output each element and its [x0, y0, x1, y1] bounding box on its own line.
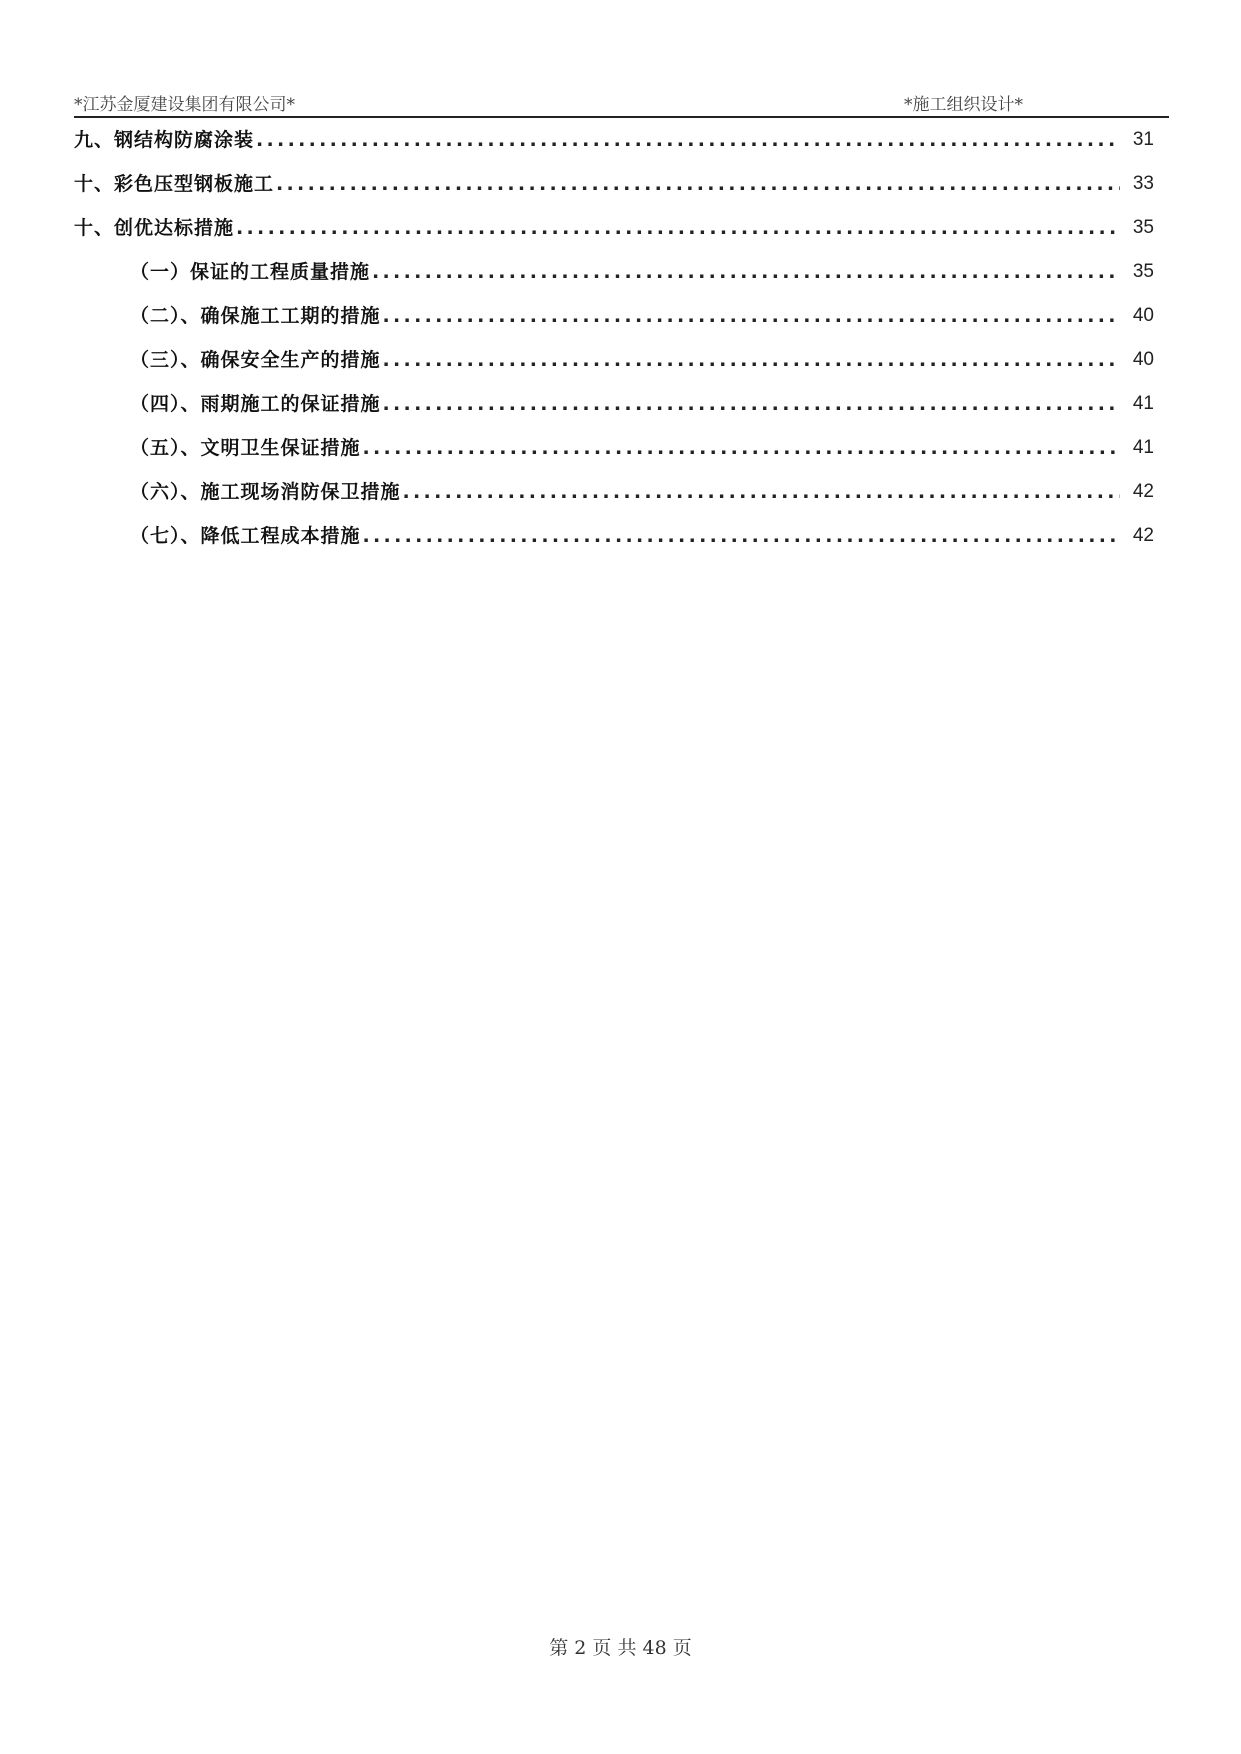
toc-page-number: 40: [1132, 305, 1154, 326]
toc-entry[interactable]: [74, 210, 1154, 242]
toc-entry-title: （一）保证的工程质量措施: [130, 261, 371, 283]
toc-entry-title: （二）、确保施工工期的措施: [130, 305, 381, 327]
toc-subentry[interactable]: [130, 386, 1154, 418]
toc-entry-title: 九、钢结构防腐涂装: [74, 129, 255, 151]
toc-entry-title: （三）、确保安全生产的措施: [130, 349, 381, 371]
toc-page-number: 42: [1132, 525, 1154, 546]
header-company-name: *江苏金厦建设集团有限公司*: [74, 95, 295, 115]
page-footer-page-number: 第 2 页 共 48 页: [549, 1637, 692, 1659]
toc-dot-leader: [383, 302, 1120, 330]
toc-page-number: 41: [1132, 437, 1154, 458]
toc-entry-title: （七）、降低工程成本措施: [130, 525, 361, 547]
toc-dot-leader: [276, 170, 1120, 198]
toc-dot-leader: [236, 214, 1120, 242]
toc-subentry[interactable]: [130, 430, 1154, 462]
toc-subentry[interactable]: [130, 342, 1154, 374]
toc-dot-leader: [403, 478, 1120, 506]
toc-entry-title: （四）、雨期施工的保证措施: [130, 393, 381, 415]
toc-dot-leader: [363, 522, 1120, 550]
toc-entry[interactable]: [74, 122, 1154, 154]
toc-dot-leader: [383, 346, 1120, 374]
toc-subentry[interactable]: [130, 254, 1154, 286]
toc-page-number: 35: [1132, 261, 1154, 282]
toc-entry-title: 十、彩色压型钢板施工: [74, 173, 275, 195]
toc-entry-title: 十、创优达标措施: [74, 217, 235, 239]
toc-entry-title: （六）、施工现场消防保卫措施: [130, 481, 401, 503]
toc-page-number: 40: [1132, 349, 1154, 370]
toc-entry[interactable]: [74, 166, 1154, 198]
toc-page-number: 41: [1132, 393, 1154, 414]
toc-dot-leader: [256, 126, 1120, 154]
toc-dot-leader: [372, 258, 1120, 286]
toc-entry-title: （五）、文明卫生保证措施: [130, 437, 361, 459]
page-header: [74, 86, 1169, 118]
toc-subentry[interactable]: [130, 298, 1154, 330]
toc-page-number: 35: [1132, 217, 1154, 238]
toc-subentry[interactable]: [130, 474, 1154, 506]
toc-dot-leader: [383, 390, 1120, 418]
toc-subentry[interactable]: [130, 518, 1154, 550]
toc-page-number: 33: [1132, 173, 1154, 194]
toc-page-number: 31: [1132, 129, 1154, 150]
toc-page-number: 42: [1132, 481, 1154, 502]
header-document-type: *施工组织设计*: [904, 95, 1023, 115]
toc-dot-leader: [363, 434, 1120, 462]
